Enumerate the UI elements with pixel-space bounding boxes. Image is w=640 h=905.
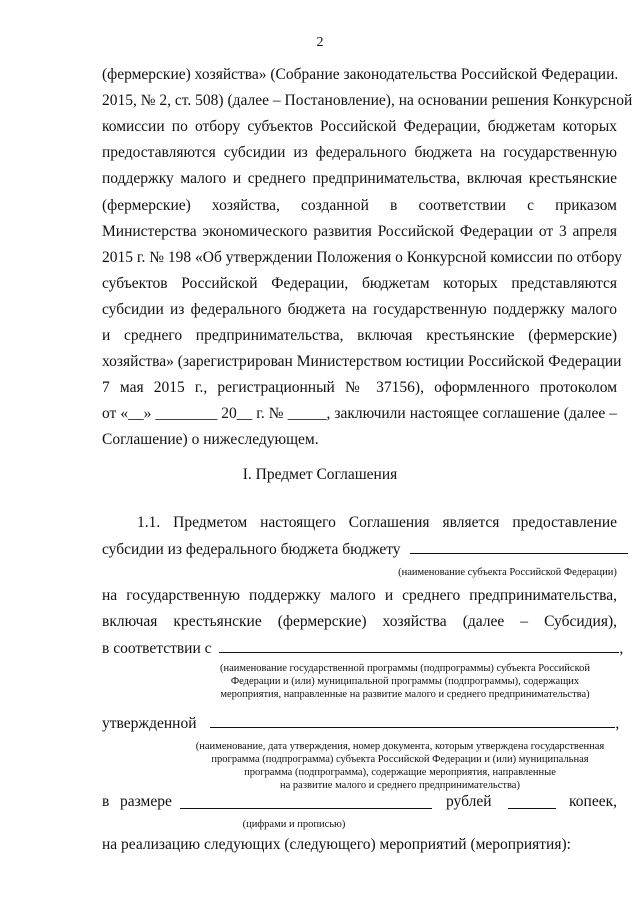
paragraph-line: (фермерские) хозяйства, созданной в соответствии с приказом [102,196,617,214]
paragraph-line: 2015 г. № 198 «Об утверждении Положения о Конкурсной комиссии по отбору [102,248,622,266]
paragraph-line: субъектов Российской Федерации, бюджетам которых представляются [102,274,617,292]
hint-approved-line: программа (подпрограмма), содержащие мероприятия, направленные [244,767,556,778]
clause-line-5 [102,638,624,659]
program-name-blank [219,638,619,653]
hint-approved-line: на развитие малого и среднего предпринимательства) [280,780,520,791]
hint-amount: (цифрами и прописью) [242,819,346,830]
section-heading: I. Предмет Соглашения [242,466,398,483]
approved-line [102,713,620,734]
amount-kop: копеек, [569,793,617,810]
amount-kopecks-blank [508,794,556,809]
hint-approved-line: программа (подпрограмма) субъекта Российской Федерации и (или) муниципальная [211,754,589,765]
paragraph-line: 7 мая 2015 г., регистрационный № 37156), оформленного протоколом [102,379,617,397]
hint-program-line: мероприятия, направленные на развитие малого и среднего предпринимательства) [220,689,590,700]
approved-end: , [615,715,620,732]
clause-line-3: на государственную поддержку малого и среднего предпринимательства, [102,587,617,604]
hint-approved [180,740,620,792]
last-line: на реализацию следующих (следующего) мероприятий (мероприятия): [102,836,571,853]
hint-program-line: Федерации и (или) муниципальной программы (подпрограммы), содержащих [230,676,580,687]
clause-line-1: 1.1. Предметом настоящего Соглашения является предоставление [137,514,617,531]
paragraph-line: поддержку малого и среднего предпринимательства, включая крестьянские [102,170,617,188]
amount-in: в [102,793,110,810]
paragraph-line: комиссии по отбору субъектов Российской Федерации, бюджетам которых [102,118,617,136]
hint-approved-line: (наименование, дата утверждения, номер документа, которым утверждена государственная [195,741,605,752]
paragraph-line: субсидии из федерального бюджета на государственную поддержку малого [102,300,617,318]
page-number: 2 [316,35,324,50]
clause-line-4: включая крестьянские (фермерские) хозяйства (далее – Субсидия), [102,613,617,630]
paragraph-line: Соглашение) о нижеследующем. [102,431,319,449]
amount-rubles-blank [180,794,432,809]
clause-line-2 [102,539,617,560]
paragraph-line: 2015, № 2, ст. 508) (далее – Постановление), на основании решения Конкурсной [102,92,633,110]
subject-name-blank [410,539,628,554]
clause-line-5-end: , [619,640,624,657]
paragraph-line: предоставляются субсидии из федерального бюджета на государственную [102,144,617,162]
clause-line-5-text: в соответствии с [102,640,212,657]
paragraph-line: Министерства экономического развития Российской Федерации от 3 апреля [102,222,617,240]
clause-line-2-text: субсидии из федерального бюджета бюджету [102,541,401,558]
paragraph-line: (фермерские) хозяйства» (Собрание законодательства Российской Федерации. [102,66,619,83]
approved-doc-blank [210,713,615,728]
approved-label: утвержденной [102,715,197,732]
paragraph-line: и среднего предпринимательства, включая крестьянские (фермерские) [102,327,617,344]
hint-program [190,662,620,701]
paragraph-line: от «__» ________ 20__ г. № _____, заключили настоящее соглашение (далее – [102,405,617,423]
amount-size: размере [120,793,172,810]
paragraph-line: хозяйства» (зарегистрирован Министерством юстиции Российской Федерации [102,353,622,371]
hint-subject: (наименование субъекта Российской Федерации) [398,567,617,578]
amount-rub: рублей [446,793,492,810]
hint-program-line: (наименование государственной программы (подпрограммы) субъекта Российской [219,663,591,674]
